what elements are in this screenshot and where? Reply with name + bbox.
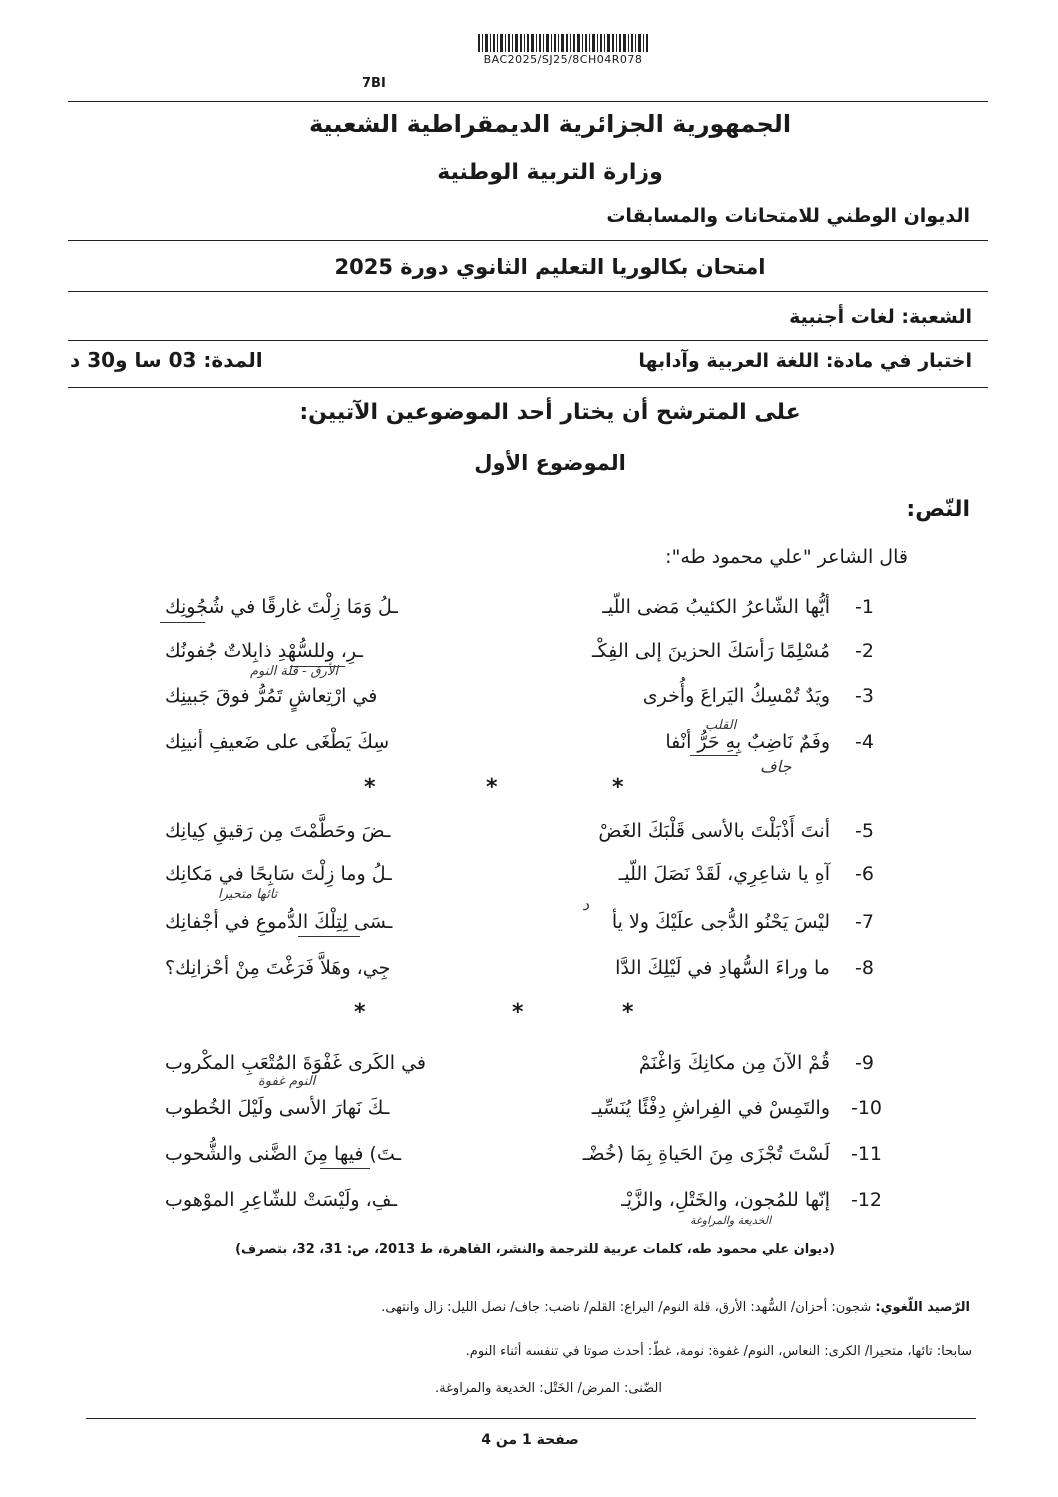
- handwritten-underline: [690, 755, 738, 756]
- verse-9-left: في الكَرى غَفْوَةَ المُتْعَبِ المكْروب: [165, 1052, 427, 1074]
- verse-1-number: 1-: [855, 596, 874, 618]
- barcode-code: BAC2025/SJ25/8CH04R078: [483, 53, 643, 66]
- subject-label: اختبار في مادة: اللغة العربية وآدابها: [638, 350, 972, 372]
- rule-4: [68, 340, 988, 341]
- glossary-label: الرّصيد اللّغوي:: [875, 1300, 970, 1315]
- separator-star: *: [622, 1000, 634, 1025]
- verse-8-left: جِي، وهَلاَّ فَرَغْتَ مِنْ أحْزانِك؟: [165, 957, 391, 979]
- handwritten-note: النوم غفوة: [258, 1074, 316, 1089]
- verse-2-left: ـرِ، وللسُّهْدِ ذابِلاتٌ جُفونُك: [165, 640, 363, 662]
- doc-mark: 7BI: [362, 76, 386, 91]
- handwritten-note: القلب: [705, 718, 737, 733]
- footer-rule: [86, 1418, 976, 1419]
- verse-7-left: ـسَى لِتِلْكَ الدُّموعِ في أجْفانِك: [165, 911, 393, 933]
- verse-1-left: ـلُ وَمَا زِلْتَ غارقًا في شُجُونِك: [165, 596, 398, 618]
- verse-11-right: لَسْتَ تُجْزَى مِنَ الحَياةِ بِمَا (خُضْـ: [582, 1143, 830, 1165]
- verse-9-number: 9-: [855, 1052, 874, 1074]
- verse-2-number: 2-: [855, 640, 874, 662]
- separator-star: *: [354, 1000, 366, 1025]
- ministry-title: وزارة التربية الوطنية: [437, 160, 663, 185]
- verse-10-left: ـكَ نَهارَ الأسى ولَيْلَ الخُطوب: [165, 1097, 390, 1119]
- top-rule: [68, 101, 988, 102]
- exam-title: امتحان بكالوريا التعليم الثانوي دورة 2025: [334, 255, 766, 279]
- glossary-line-1: [381, 1300, 970, 1315]
- handwritten-note: تائها متحيرا: [218, 887, 278, 902]
- verse-7-right: ليْسَ يَحْنُو الدُّجى علَيْكَ ولا يأ: [611, 911, 830, 933]
- verse-2-right: مُسْلِمًا رَأسَكَ الحزينَ إلى الفِكْـ: [592, 640, 830, 662]
- handwritten-underline: [298, 936, 360, 937]
- rule-5: [68, 387, 988, 388]
- verse-12-number: 12-: [850, 1189, 882, 1211]
- handwritten-underline: [320, 1168, 370, 1169]
- poem-intro: قال الشاعر "علي محمود طه":: [665, 546, 908, 568]
- verse-7-number: 7-: [855, 911, 874, 933]
- handwritten-underline: [160, 622, 205, 623]
- separator-star: *: [364, 775, 376, 800]
- verse-4-number: 4-: [855, 731, 874, 753]
- handwritten-note: د: [582, 895, 590, 914]
- verse-4-right: وفَمٌ نَاضِبٌ بِهِ حَرُّ أنْفا: [665, 731, 830, 753]
- instructions: على المترشح أن يختار أحد الموضوعين الآتيين:: [299, 400, 801, 425]
- verse-4-left: سِكَ يَطْغَى على ضَعيفِ أنينِك: [165, 731, 390, 753]
- verse-1-right: أيُّها الشّاعرُ الكئيبُ مَضى اللّيـ: [602, 596, 830, 618]
- glossary-line-3: الضّنى: المرض/ الخَتْل: الخديعة والمراوغة.: [435, 1381, 662, 1396]
- verse-6-left: ـلُ وما زِلْتَ سَابِحًا في مَكانِك: [165, 863, 392, 885]
- republic-title: الجمهورية الجزائرية الديمقراطية الشعبية: [308, 110, 792, 138]
- handwritten-note: الأرق - قلة النوم: [250, 664, 338, 679]
- verse-8-number: 8-: [855, 957, 874, 979]
- verse-8-right: ما وراءَ السُّهادِ في لَيْلِكَ الدَّا: [615, 957, 830, 979]
- verse-3-number: 3-: [855, 685, 874, 707]
- verse-5-number: 5-: [855, 820, 874, 842]
- verse-12-left: ـفِ، ولَيْسَتْ للشّاعِرِ الموْهوب: [165, 1189, 398, 1211]
- glossary-line-2: سابحا: تائها، متحيرا/ الكرى: النعاس، النوم/ غفوة: نومة، غطّ: أحدث صوتا في تنفسه أثناء النوم.: [465, 1344, 972, 1359]
- separator-star: *: [486, 775, 498, 800]
- verse-6-number: 6-: [855, 863, 874, 885]
- separator-star: *: [512, 1000, 524, 1025]
- rule-3: [68, 291, 988, 292]
- page-number: صفحة 1 من 4: [481, 1432, 579, 1448]
- verse-6-right: آهِ يا شاعِرِي، لَقَدْ نَصَلَ اللّيـ: [618, 863, 830, 885]
- handwritten-note: جاف: [760, 757, 792, 776]
- barcode: [478, 34, 648, 52]
- verse-3-right: ويَدٌ تُمْسِكُ اليَراعَ وأُخرى: [642, 685, 830, 707]
- rule-2: [68, 240, 988, 241]
- verse-3-left: في ارْتِعاشٍ تَمُرُّ فوقَ جَبينِك: [165, 685, 378, 707]
- glossary-text: شجون: أحزان/ السُّهد: الأرق، قلة النوم/ اليراع: القلم/ ناضب: جاف/ نصل الليل: زال وانتهى.: [381, 1300, 872, 1315]
- duration-label: المدة: 03 سا و30 د: [70, 348, 263, 372]
- verse-5-left: ـضَ وحَطَّمْتَ مِن رَقيقِ كِيانِك: [165, 820, 391, 842]
- handwritten-note: الخديعة والمراوغة: [690, 1214, 772, 1227]
- separator-star: *: [612, 775, 624, 800]
- verse-11-number: 11-: [850, 1143, 882, 1165]
- verse-9-right: قُمْ الآنَ مِن مكانِكَ وَاغْنَمْ: [638, 1052, 830, 1074]
- verse-5-right: أنتَ أَذْبَلْتَ بالأسى قَلْبَكَ الغَضْ: [598, 820, 830, 842]
- verse-10-right: والتَمِسْ في الفِراشِ دِفْئًا يُنَسِّيـ: [591, 1097, 830, 1119]
- topic-title: الموضوع الأول: [474, 451, 626, 475]
- verse-10-number: 10-: [850, 1097, 882, 1119]
- verse-11-left: ـتَ) فيها مِنَ الضَّنى والشُّحوب: [165, 1143, 402, 1165]
- verse-12-right: إنّها للمُجون، والخَتْلِ، والزَّيْـ: [621, 1189, 830, 1211]
- branch-label: الشعبة: لغات أجنبية: [789, 306, 972, 328]
- text-label: النّص:: [906, 497, 970, 522]
- office-title: الديوان الوطني للامتحانات والمسابقات: [606, 205, 970, 227]
- poem-source: (ديوان علي محمود طه، كلمات عربية للترجمة والنشر، القاهرة، ط 2013، ص: 31، 32، بتصرف): [235, 1242, 835, 1257]
